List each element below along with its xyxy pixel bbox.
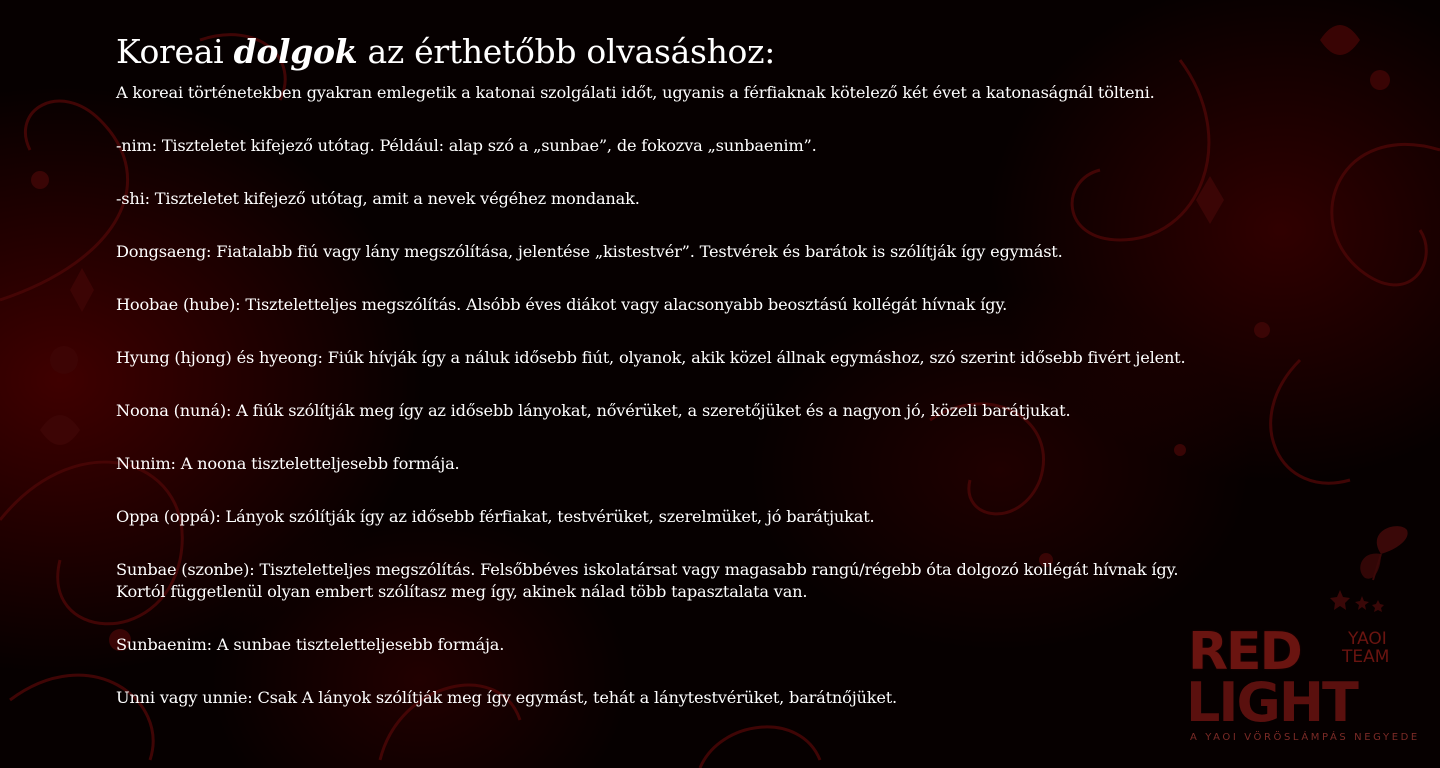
- title-emphasis: dolgok: [233, 32, 358, 71]
- paragraph-line: Hoobae (hube): Tiszteletteljes megszólítás. Alsóbb éves diákot vagy alacsonyabb beosztású kollégát hívnak így.: [116, 295, 1008, 314]
- paragraph-line: Kortól függetlenül olyan embert szólítasz meg így, akinek nálad több tapasztalata van.: [116, 582, 808, 601]
- red-light-logo: [1180, 520, 1420, 750]
- paragraph-line: -nim: Tiszteletet kifejező utótag. Például: alap szó a „sunbae”, de fokozva „sunbaenim”.: [116, 136, 817, 155]
- paragraph-line: A koreai történetekben gyakran emlegetik a katonai szolgálati időt, ugyanis a férfiaknak kötelező két évet a katonaságnál tölteni.: [116, 83, 1155, 102]
- logo-light-text: LIGHT: [1186, 671, 1357, 734]
- paragraph-sunbaenim: [116, 634, 1336, 656]
- paragraph-line: Sunbaenim: A sunbae tiszteletteljesebb formája.: [116, 635, 505, 654]
- logo-red-text: RED: [1188, 622, 1301, 682]
- paragraph-hoobae: [116, 294, 1336, 316]
- stars-icon: [1330, 582, 1390, 618]
- paragraph-oppa: [116, 506, 1336, 528]
- paragraph-line: -shi: Tiszteletet kifejező utótag, amit a nevek végéhez mondanak.: [116, 189, 640, 208]
- paragraph-nim: [116, 135, 1336, 157]
- title-end: az érthetőbb olvasáshoz:: [357, 32, 776, 71]
- logo-yaoi-text: YAOI: [1348, 629, 1387, 649]
- paragraph-line: Dongsaeng: Fiatalabb fiú vagy lány megszólítása, jelentése „kistestvér”. Testvérek és barátok is szólítják így egymást.: [116, 242, 1063, 261]
- paragraph-line: Hyung (hjong) és hyeong: Fiúk hívják így a náluk idősebb fiút, olyanok, akik közel állnak egymáshoz, szó szerint idősebb fivért jelent.: [116, 348, 1186, 367]
- paragraph-sunbae: [116, 559, 1336, 603]
- paragraph-line: Oppa (oppá): Lányok szólítják így az idősebb férfiakat, testvérüket, szerelmüket, jó barátjukat.: [116, 507, 875, 526]
- logo-team-text: TEAM: [1342, 647, 1390, 667]
- paragraph-nunim: [116, 453, 1336, 475]
- paragraph-hyung: [116, 347, 1336, 369]
- paragraph-military-service: [116, 82, 1336, 104]
- paragraph-line: Nunim: A noona tiszteletteljesebb formája.: [116, 454, 460, 473]
- paragraph-shi: [116, 188, 1336, 210]
- page-title: [116, 28, 1336, 76]
- paragraph-noona: [116, 400, 1336, 422]
- title-start: Koreai: [116, 32, 234, 71]
- logo-subtitle: A YAOI VÖRÖSLÁMPÁS NEGYEDE: [1190, 732, 1420, 743]
- article-body: [116, 28, 1336, 740]
- paragraph-line: Noona (nuná): A fiúk szólítják meg így az idősebb lányokat, nővérüket, a szeretőjüket és a nagyon jó, közeli barátjukat.: [116, 401, 1071, 420]
- paragraph-unni: [116, 687, 1336, 709]
- paragraph-dongsaeng: [116, 241, 1336, 263]
- paragraph-line: Unni vagy unnie: Csak A lányok szólítják meg így egymást, tehát a lánytestvérüket, barátnőjüket.: [116, 688, 897, 707]
- paragraph-line: Sunbae (szonbe): Tiszteletteljes megszólítás. Felsőbbéves iskolatársat vagy magasabb rangú/régebb óta dolgozó kollégát hívnak így.: [116, 560, 1179, 579]
- butterfly-icon: [1355, 520, 1411, 584]
